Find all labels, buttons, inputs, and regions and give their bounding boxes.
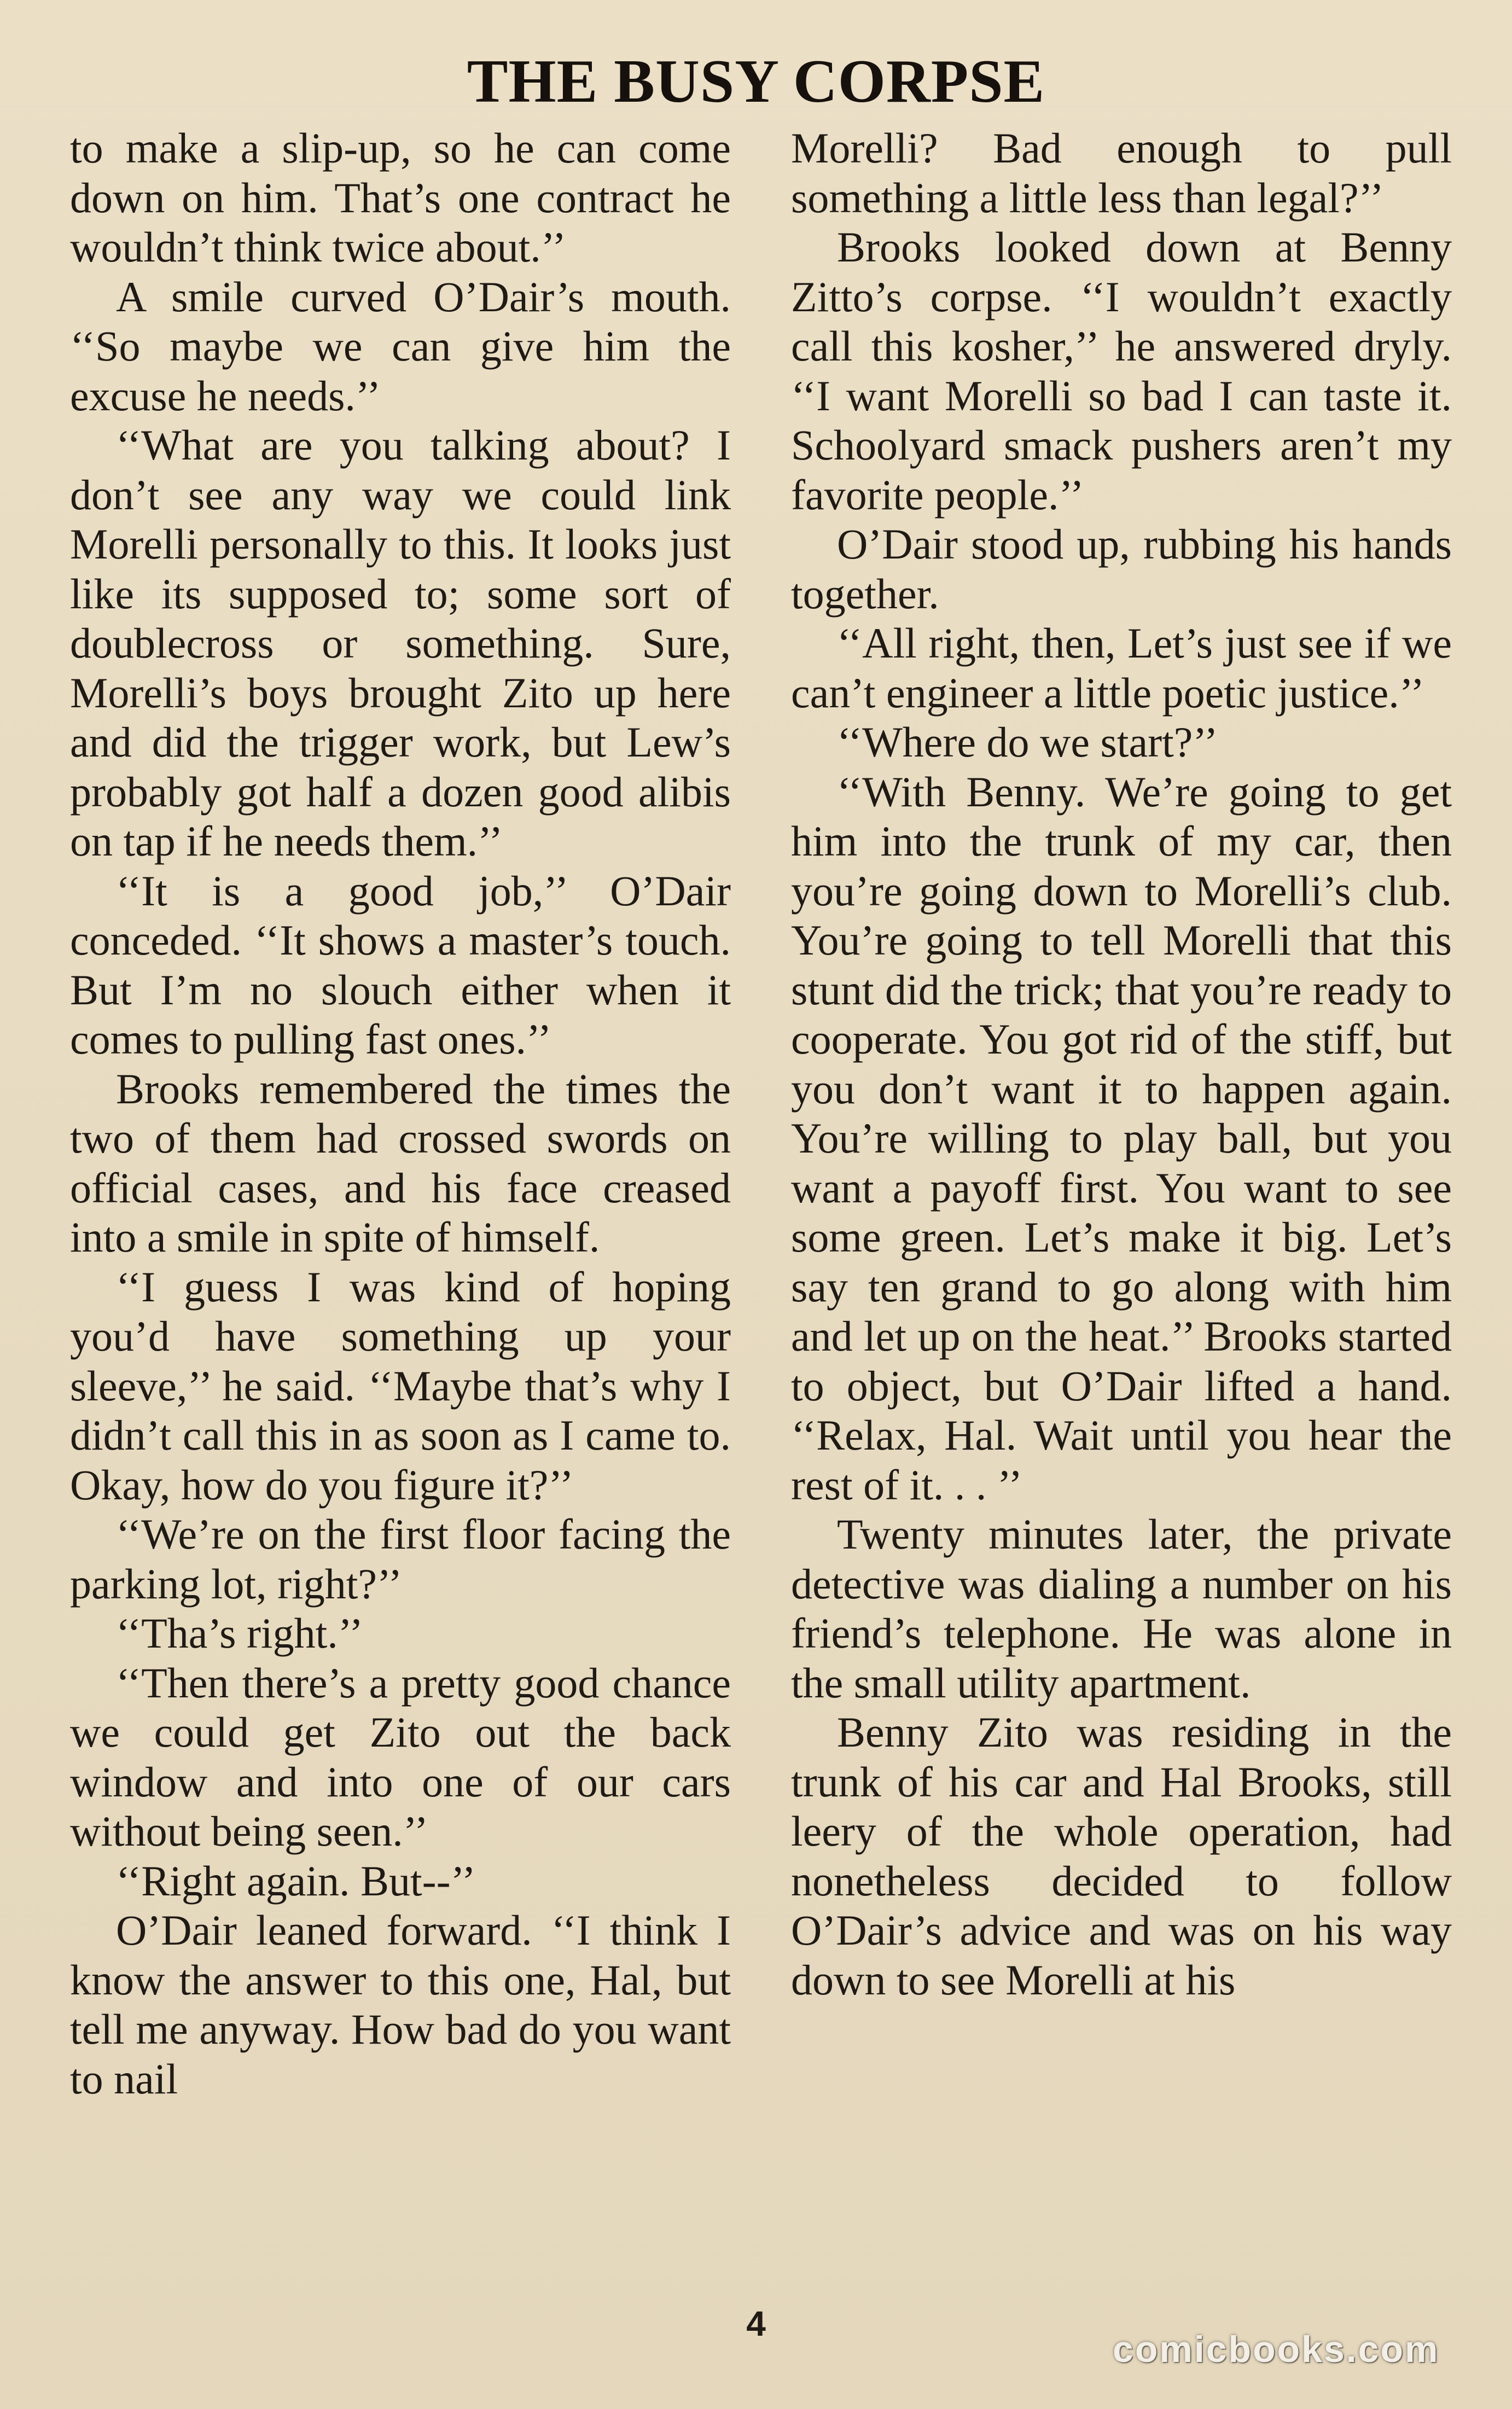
paragraph: O’Dair leaned forward. ‘‘I think I know the answer to this one, Hal, but tell me anyway. How bad do you want to nail (70, 1906, 731, 2103)
paragraph: ‘‘Where do we start?’’ (837, 718, 1218, 766)
site-watermark: comicbooks.com (1113, 2329, 1440, 2370)
story-title: THE BUSY CORPSE (467, 48, 1045, 115)
paragraph: ‘‘We’re on the first floor facing the parking lot, right?’’ (70, 1510, 731, 1608)
right-column (791, 124, 1452, 2005)
paragraph: Brooks looked down at Benny Zitto’s corpse. ‘‘I wouldn’t exactly call this kosher,’’ he answered dryly. ‘‘I want Morelli so bad I can taste it. Schoolyard smack pushers aren’t my favorite people.’’ (791, 223, 1452, 519)
paragraph: ‘‘It is a good job,’’ O’Dair conceded. ‘‘It shows a master’s touch. But I’m no slouch either when it comes to pulling fast ones.’’ (70, 866, 731, 1063)
paragraph: Benny Zito was residing in the trunk of his car and Hal Brooks, still leery of the whole operation, had nonetheless decided to follow O’Dair’s advice and was on his way down to see Morelli at his (791, 1708, 1452, 2004)
page-number: 4 (746, 2304, 766, 2343)
paragraph: Twenty minutes later, the private detective was dialing a number on his friend’s telephone. He was alone in the small utility apartment. (791, 1510, 1452, 1707)
paragraph: A smile curved O’Dair’s mouth. ‘‘So maybe we can give him the excuse he needs.’’ (70, 272, 731, 420)
paragraph: ‘‘Then there’s a pretty good chance we could get Zito out the back window and into one of our cars without being seen.’’ (70, 1659, 731, 1855)
paragraph: Brooks remembered the times the two of them had crossed swords on official cases, and his face creased into a smile in spite of himself. (70, 1064, 731, 1261)
paragraph: ‘‘Right again. But--’’ (116, 1857, 476, 1905)
paragraph: ‘‘What are you talking about? I don’t see any way we could link Morelli personally to this. It looks just like its supposed to; some sort of doublecross or something. Sure, Morelli’s boys brought Zito up here and did the trigger work, but Lew’s probably got half a dozen good alibis on tap if he needs them.’’ (70, 421, 731, 865)
paragraph: Morelli? Bad enough to pull something a little less than legal?’’ (791, 124, 1452, 222)
paragraph: ‘‘All right, then, Let’s just see if we can’t engineer a little poetic justice.’’ (791, 619, 1452, 717)
paragraph: ‘‘With Benny. We’re going to get him into the trunk of my car, then you’re going down to Morelli’s club. You’re going to tell Morelli that this stunt did the trick; that you’re ready to cooperate. You got rid of the stiff, but you don’t want it to happen again. You’re willing to play ball, but you want a payoff first. You want to see some green. Let’s make it big. Let’s say ten grand to go along with him and let up on the heat.’’ Brooks started to object, but O’Dair lifted a hand. ‘‘Relax, Hal. Wait until you hear the rest of it. . . ’’ (791, 767, 1452, 1509)
paragraph: to make a slip-up, so he can come down on him. That’s one contract he wouldn’t think twice about.’’ (70, 124, 731, 271)
paragraph: ‘‘I guess I was kind of hoping you’d have something up your sleeve,’’ he said. ‘‘Maybe that’s why I didn’t call this in as soon as I came to. Okay, how do you figure it?’’ (70, 1262, 731, 1509)
paragraph: O’Dair stood up, rubbing his hands together. (791, 520, 1452, 618)
left-column (70, 124, 731, 2104)
paragraph: ‘‘Tha’s right.’’ (116, 1609, 363, 1657)
